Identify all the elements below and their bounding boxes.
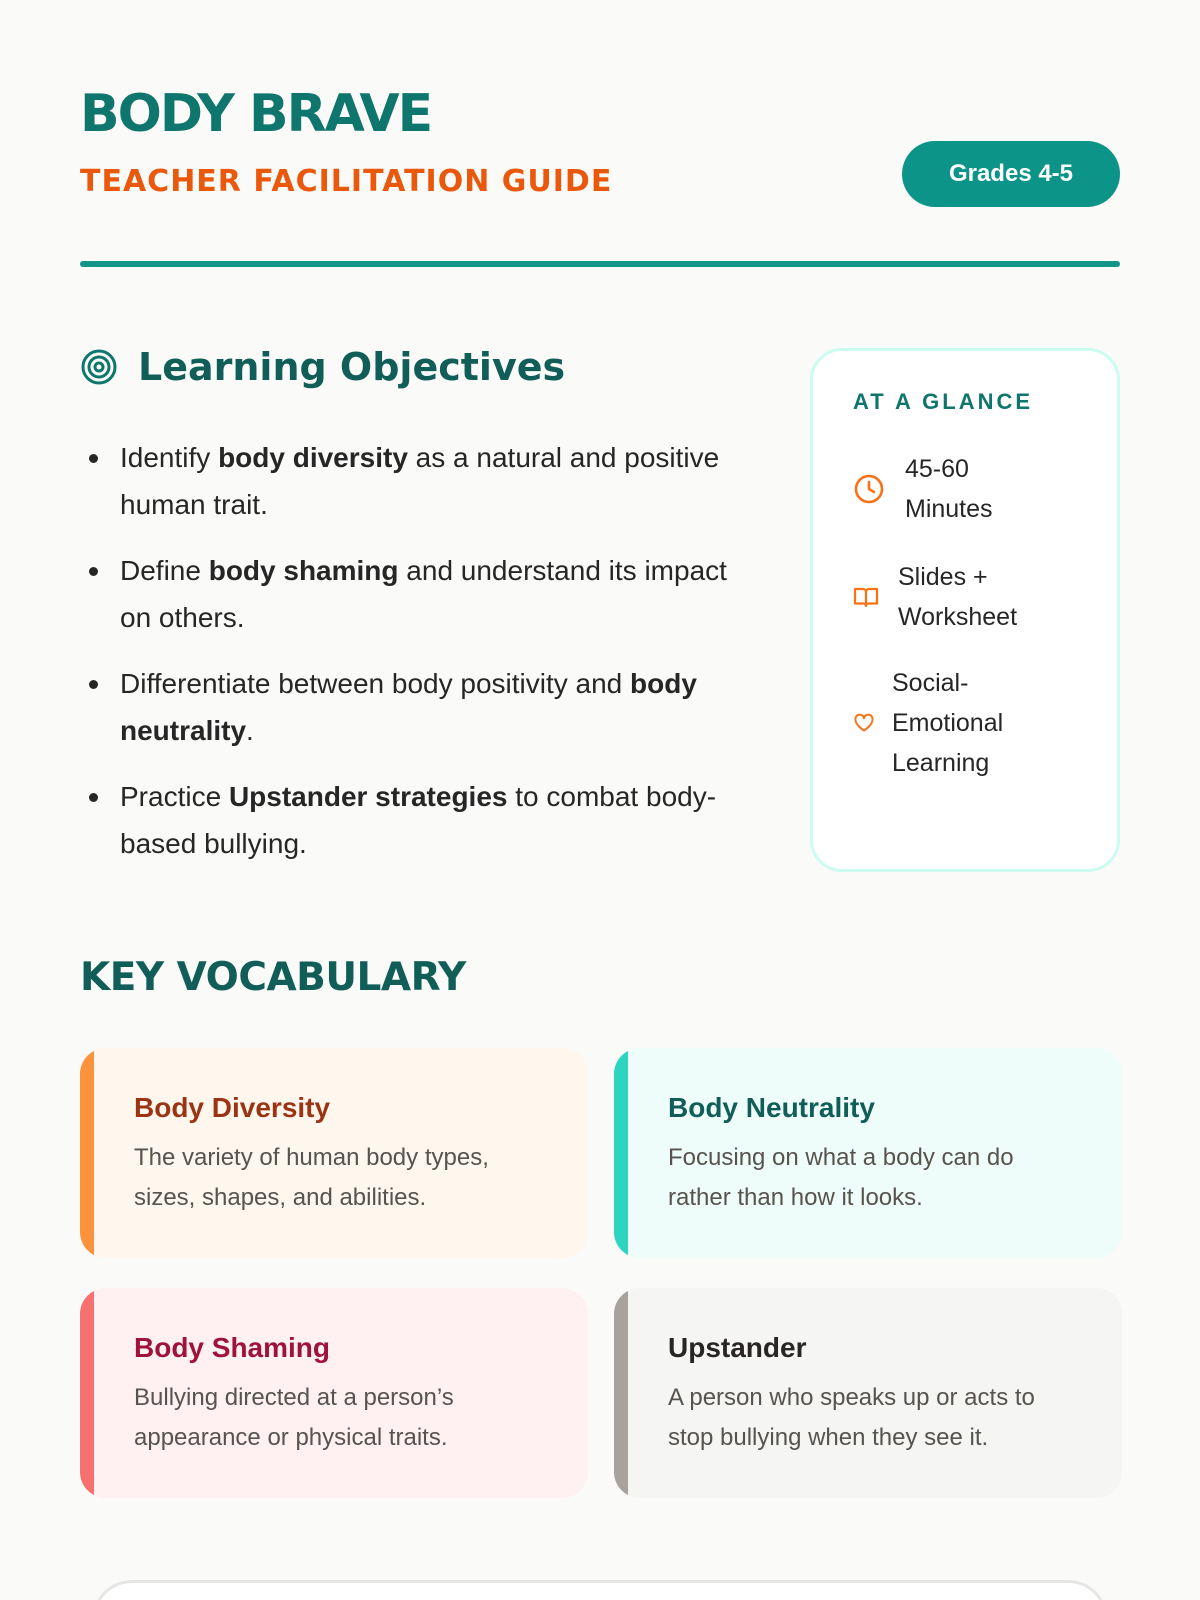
objective-keyword: body diversity bbox=[218, 442, 408, 473]
glance-sel-text bbox=[892, 663, 1003, 783]
glance-line: Learning bbox=[892, 749, 990, 777]
card-accent-bar bbox=[614, 1048, 628, 1258]
at-a-glance-card bbox=[810, 348, 1120, 872]
card-accent-bar bbox=[80, 1288, 94, 1498]
objective-text: . bbox=[246, 715, 254, 746]
glance-duration-text bbox=[905, 449, 993, 529]
glance-line: Slides + bbox=[898, 563, 988, 591]
heart-icon bbox=[853, 713, 892, 733]
objectives-list bbox=[80, 434, 760, 867]
objective-text: and understand its impact on others. bbox=[120, 555, 727, 633]
glance-line: Minutes bbox=[905, 495, 993, 523]
card-accent-bar bbox=[614, 1288, 628, 1498]
header-divider bbox=[80, 261, 1120, 267]
objective-keyword: body neutrality bbox=[120, 668, 697, 746]
objective-item bbox=[80, 660, 760, 754]
vocab-term: Body Neutrality bbox=[668, 1092, 875, 1123]
vocabulary-heading: KEY VOCABULARY bbox=[80, 955, 466, 1000]
glance-line: Emotional bbox=[892, 709, 1004, 737]
vocab-definition: Focusing on what a body can do rather than how it looks. bbox=[668, 1144, 1014, 1211]
objective-keyword: Upstander strategies bbox=[228, 781, 508, 812]
vocab-term: Body Diversity bbox=[134, 1092, 331, 1123]
objective-text: Define bbox=[120, 555, 209, 586]
objective-keyword: body shaming bbox=[208, 555, 399, 586]
vocab-definition: A person who speaks up or acts to stop bullying when they see it. bbox=[668, 1384, 1035, 1451]
objective-text: as a natural and positive human trait. bbox=[120, 442, 720, 520]
clock-icon bbox=[853, 473, 905, 505]
glance-line: 45-60 bbox=[905, 455, 969, 483]
next-section-card bbox=[92, 1580, 1108, 1600]
vocab-term: Body Shaming bbox=[134, 1332, 331, 1363]
vocab-definition: The variety of human body types, sizes, shapes, and abilities. bbox=[134, 1144, 489, 1211]
objectives-header bbox=[80, 345, 760, 389]
objective-item bbox=[80, 434, 760, 528]
objective-item bbox=[80, 773, 760, 867]
header bbox=[80, 80, 1120, 268]
grade-badge: Grades 4-5 bbox=[902, 141, 1120, 207]
card-accent-bar bbox=[80, 1048, 94, 1258]
learning-objectives bbox=[80, 345, 760, 886]
vocab-card bbox=[614, 1048, 1122, 1258]
objective-text: Identify bbox=[120, 442, 219, 473]
glance-materials-text bbox=[898, 557, 1017, 637]
page-subtitle: TEACHER FACILITATION GUIDE bbox=[80, 164, 613, 199]
page-title: BODY BRAVE bbox=[80, 84, 432, 144]
objective-item bbox=[80, 547, 760, 641]
glance-line: Worksheet bbox=[898, 603, 1018, 631]
objectives-title: Learning Objectives bbox=[138, 345, 566, 389]
glance-line: Social- bbox=[892, 669, 969, 697]
glance-duration bbox=[853, 449, 993, 529]
vocab-card bbox=[80, 1288, 588, 1498]
vocab-card bbox=[80, 1048, 588, 1258]
vocab-card bbox=[614, 1288, 1122, 1498]
objective-text: to combat body-based bullying. bbox=[120, 781, 717, 859]
objective-text: Differentiate between body positivity and bbox=[120, 668, 631, 699]
glance-sel bbox=[853, 663, 1003, 783]
vocab-term: Upstander bbox=[668, 1332, 807, 1363]
book-icon bbox=[853, 585, 898, 609]
glance-materials bbox=[853, 557, 1017, 637]
glance-heading: AT A GLANCE bbox=[853, 389, 1034, 414]
target-icon bbox=[80, 348, 118, 386]
vocab-definition: Bullying directed at a person’s appearance or physical traits. bbox=[134, 1384, 454, 1451]
objective-text: Practice bbox=[120, 781, 229, 812]
